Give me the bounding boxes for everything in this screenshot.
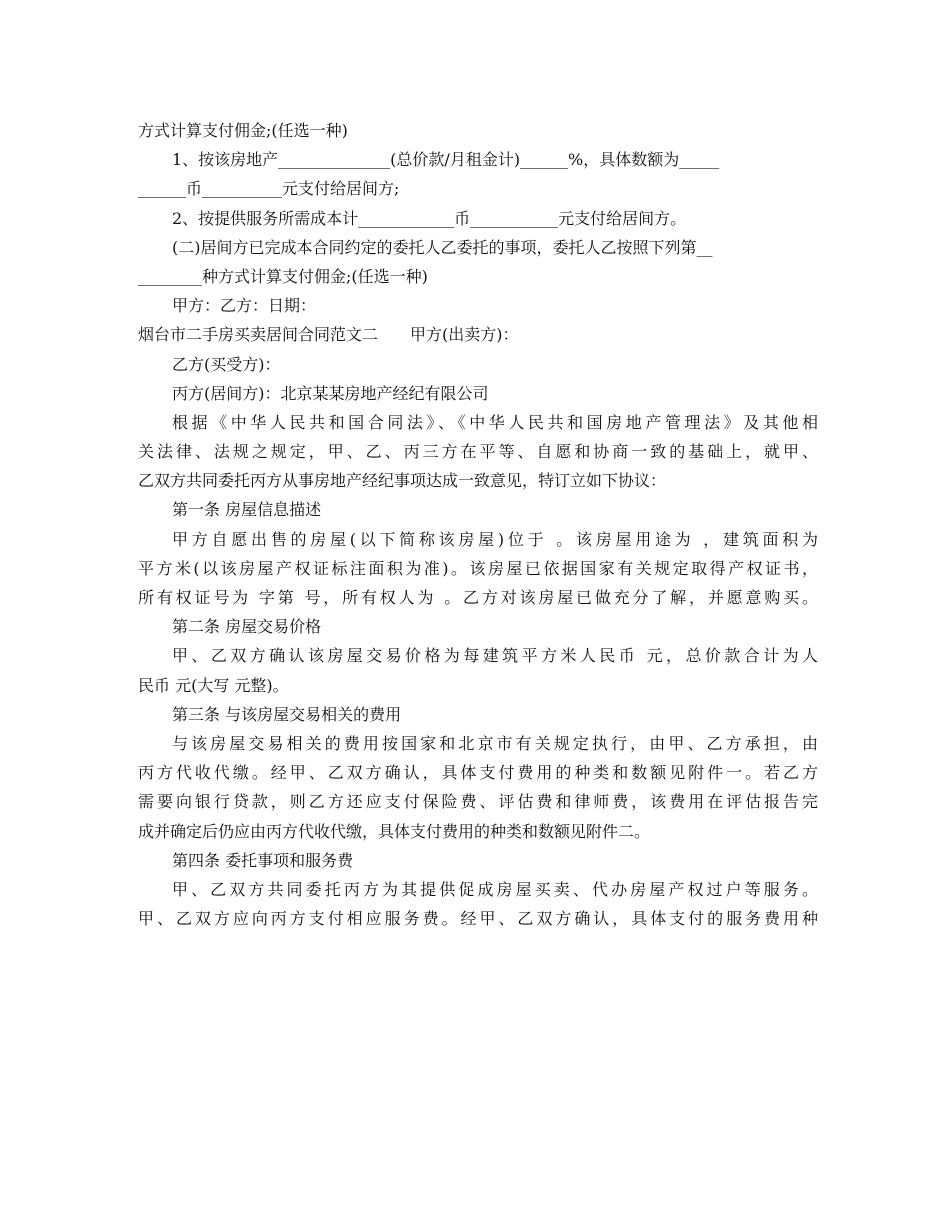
- contract-title-line: 烟台市二手房买卖居间合同范文二 甲方(出卖方)：: [138, 325, 519, 345]
- article-heading: 第三条 与该房屋交易相关的费用: [172, 704, 402, 724]
- text-line: ________种方式计算支付佣金;(任选一种): [138, 266, 428, 286]
- text-line: 所有权证号为 字第 号，所有权人为 。乙方对该房屋已做充分了解，并愿意购买。: [138, 588, 818, 607]
- text-line: 甲、乙双方应向丙方支付相应服务费。经甲、乙双方确认，具体支付的服务费用种: [138, 909, 818, 929]
- party-buyer: 乙方(买受方)：: [172, 354, 281, 374]
- article-heading: 第二条 房屋交易价格: [172, 617, 322, 637]
- contract-body: [138, 116, 818, 933]
- text-line: 关法律、法规之规定，甲、乙、丙三方在平等、自愿和协商一致的基础上，就甲、: [138, 442, 818, 462]
- text-line: 方式计算支付佣金;(任选一种): [138, 121, 348, 140]
- party-broker: 丙方(居间方)：北京某某房地产经纪有限公司: [172, 383, 489, 403]
- text-line: 平方米(以该房屋产权证标注面积为准)。该房屋已依据国家有关规定取得产权证书，: [138, 558, 818, 578]
- text-line: 根据《中华人民共和国合同法》、《中华人民共和国房地产管理法》及其他相: [172, 412, 818, 432]
- text-line: ______币__________元支付给居间方;: [138, 179, 400, 199]
- text-line: 1、按该房地产______________(总价款/月租金计)______%，具体数额为_____: [172, 150, 720, 170]
- text-line: 成并确定后仍应由丙方代收代缴，具体支付费用的种类和数额见附件二。: [138, 821, 651, 841]
- signature-line: 甲方：乙方：日期：: [172, 296, 317, 316]
- text-line: 民币 元(大写 元整)。: [138, 675, 289, 695]
- article-heading: 第一条 房屋信息描述: [172, 500, 322, 520]
- text-line: 需要向银行贷款，则乙方还应支付保险费、评估费和律师费，该费用在评估报告完: [138, 792, 818, 812]
- article-heading: 第四条 委托事项和服务费: [172, 850, 354, 870]
- text-line: 甲、乙双方确认该房屋交易价格为每建筑平方米人民币 元，总价款合计为人: [172, 646, 818, 666]
- text-line: 丙方代收代缴。经甲、乙双方确认，具体支付费用的种类和数额见附件一。若乙方: [138, 763, 818, 783]
- text-line: 甲、乙双方共同委托丙方为其提供促成房屋买卖、代办房屋产权过户等服务。: [172, 879, 818, 899]
- text-line: 甲方自愿出售的房屋(以下简称该房屋)位于 。该房屋用途为 ，建筑面积为: [172, 529, 818, 549]
- text-line: (二)居间方已完成本合同约定的委托人乙委托的事项，委托人乙按照下列第__: [172, 237, 713, 257]
- text-line: 乙双方共同委托丙方从事房地产经纪事项达成一致意见，特订立如下协议：: [138, 471, 667, 491]
- text-line: 2、按提供服务所需成本计____________币___________元支付给居间方。: [172, 208, 687, 228]
- text-line: 与该房屋交易相关的费用按国家和北京市有关规定执行，由甲、乙方承担，由: [172, 733, 818, 753]
